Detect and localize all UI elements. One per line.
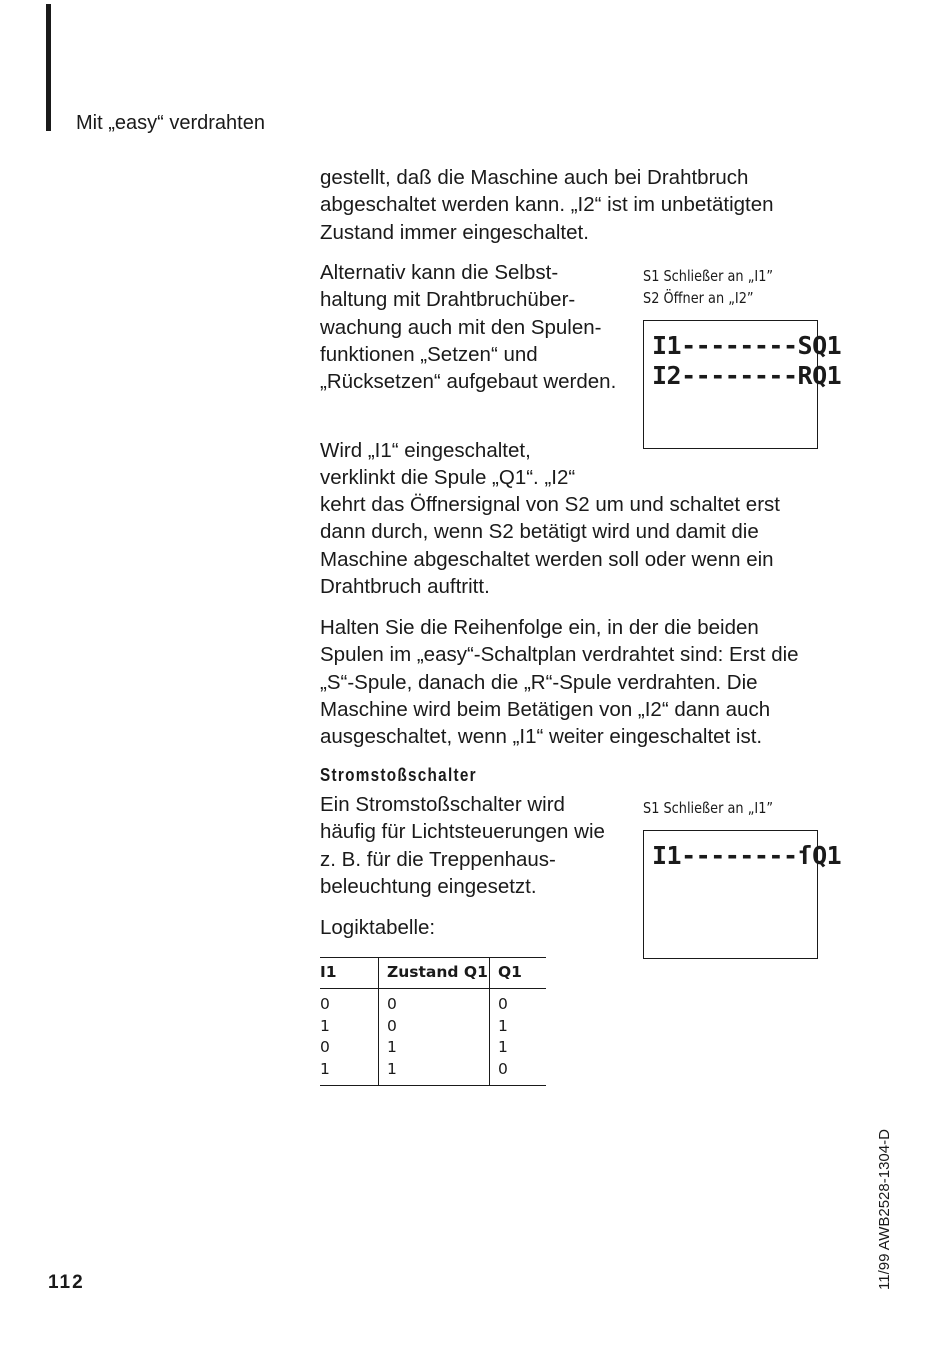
figure-2-display <box>643 830 842 959</box>
table-cell: 0 <box>490 989 547 1016</box>
table-header-cell: Q1 <box>490 958 547 989</box>
table-row <box>320 1059 546 1086</box>
figure-1-circuit-row-1: I1--------SQ1 <box>652 331 842 360</box>
paragraph-1: gestellt, daß die Maschine auch bei Drahtbruch abgeschaltet werden kann. „I2“ ist im unbetätigten Zustand immer eingeschaltet. <box>320 166 774 244</box>
table-header-cell: Zustand Q1 <box>379 958 490 989</box>
table-cell: 0 <box>379 989 490 1016</box>
table-cell: 0 <box>320 995 330 1013</box>
table-cell: 1 <box>320 1016 330 1035</box>
table-cell: 1 <box>379 1037 490 1059</box>
section-title: Mit „easy“ verdrahten <box>76 112 265 134</box>
paragraph-6: Logiktabelle: <box>320 916 436 939</box>
table-cell: 0 <box>490 1059 547 1086</box>
paragraph-5: Ein Stromstoßschalter wird häufig für Lichtsteuerungen wie z. B. für die Treppenhaus-beleuchtung eingesetzt. <box>320 793 605 898</box>
figure-1-label-2: S2 Öffner an „I2” <box>643 289 754 307</box>
table-row <box>320 1037 546 1059</box>
table-cell: 1 <box>490 1016 547 1038</box>
document-id: 11/99 AWB2528-1304-D <box>876 1129 893 1290</box>
table-header-row <box>320 958 546 989</box>
figure-2-circuit-row-1: I1--------ſQ1 <box>652 841 842 870</box>
paragraph-4: Halten Sie die Reihenfolge ein, in der die beiden Spulen im „easy“-Schaltplan verdrahtet sind: Erst die „S“-Spule, danach die „R“-Spule verdrahten. Die Maschine wird beim Betätigen von „I2“ dann auch ausgeschaltet, wenn „I1“ weiter eingeschaltet ist. <box>320 616 799 749</box>
table-row <box>320 1016 546 1038</box>
figure-1-label-1: S1 Schließer an „I1” <box>643 267 774 285</box>
table-cell: 0 <box>320 1038 330 1056</box>
paragraph-2: Alternativ kann die Selbst-haltung mit Drahtbruchüber-wachung auch mit den Spulen-funktionen „Setzen“ und „Rücksetzen“ aufgebaut werden. <box>320 261 617 394</box>
figure-1-circuit-row-2: I2--------RQ1 <box>652 361 842 390</box>
page-number: 112 <box>48 1272 85 1293</box>
margin-bar <box>46 4 51 131</box>
paragraph-3: kehrt das Öffnersignal von S2 um und schaltet erst dann durch, wenn S2 betätigt wird und damit die Maschine abgeschaltet werden soll oder wenn ein Drahtbruch auftritt. <box>320 493 780 598</box>
paragraph-3-line-2: verklinkt die Spule „Q1“. „I2“ <box>320 466 576 489</box>
table-cell: 1 <box>320 1059 379 1086</box>
table-cell: 1 <box>490 1037 547 1059</box>
section-heading: Stromstoßschalter <box>320 765 477 785</box>
logic-table <box>320 957 546 1086</box>
figure-2-label-1: S1 Schließer an „I1” <box>643 799 774 817</box>
paragraph-3-line-1: Wird „I1“ eingeschaltet, <box>320 439 531 462</box>
table-cell: 1 <box>379 1059 490 1086</box>
table-cell: 0 <box>379 1016 490 1038</box>
figure-1-display <box>643 320 842 449</box>
table-row <box>320 989 546 1016</box>
table-header-cell: I1 <box>320 958 379 989</box>
